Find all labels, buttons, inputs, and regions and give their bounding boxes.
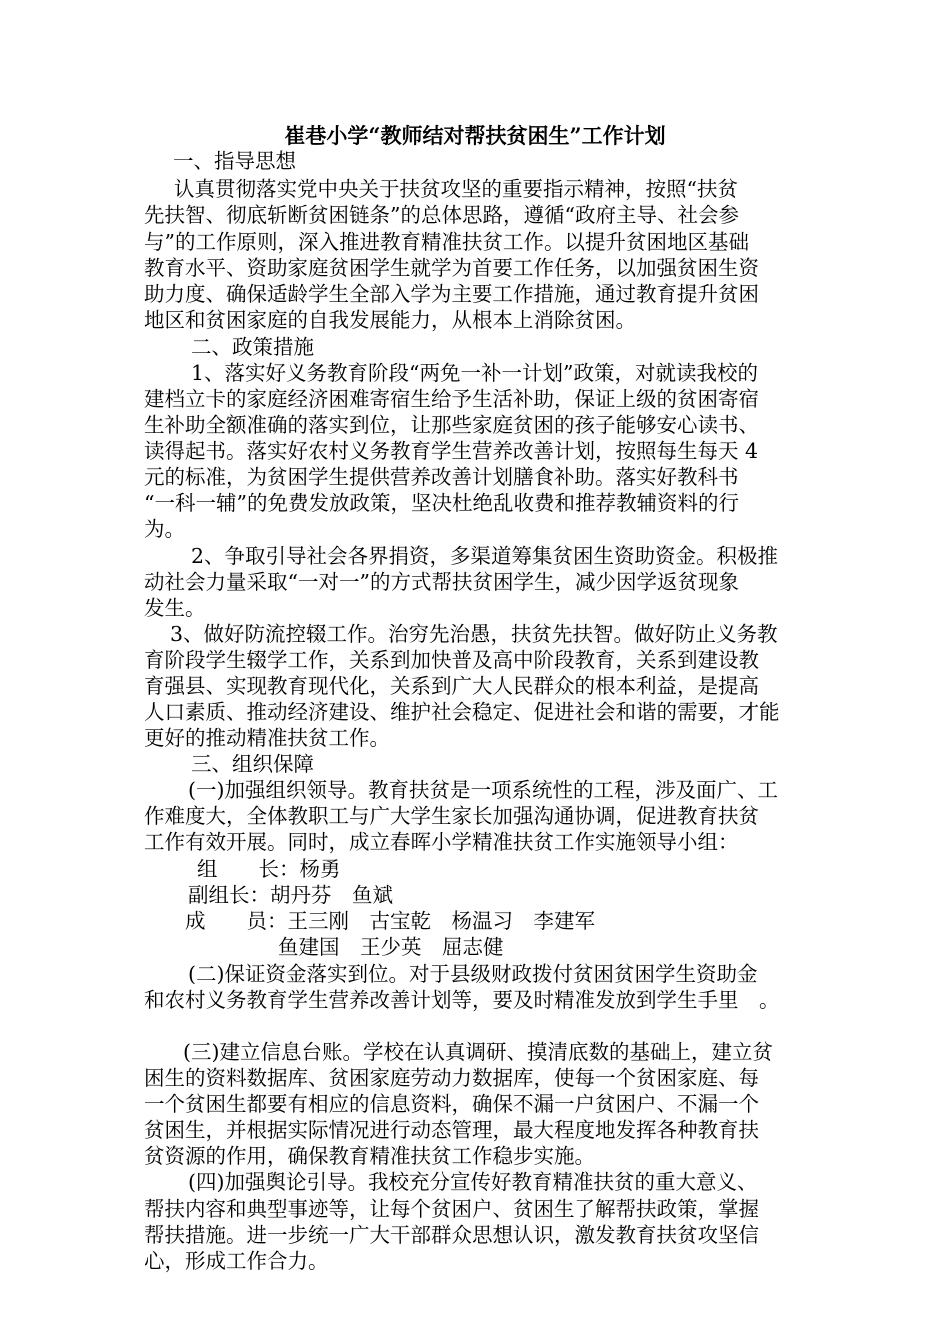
text-line: 成 员：王三刚 古宝乾 杨温习 李建军 [185, 909, 595, 933]
text-line: 困生的资料数据库、贫困家庭劳动力数据库，使每一个贫困家庭、每 [144, 1066, 759, 1090]
text-line: 认真贯彻落实党中央关于扶贫攻坚的重要指示精神，按照“扶贫 [174, 177, 738, 201]
text-line: 工作有效开展。同时，成立春晖小学精准扶贫工作实施领导小组： [144, 830, 739, 854]
text-line: (四)加强舆论引导。我校充分宣传好教育精准扶贫的重大意义、 [188, 1170, 758, 1194]
text-line: 生补助全额准确的落实到位，让那些家庭贫困的孩子能够安心读书、 [144, 413, 759, 437]
text-line: (一)加强组织领导。教育扶贫是一项系统性的工程，涉及面广、工 [188, 778, 778, 802]
text-line: 读得起书。落实好农村义务教育学生营养改善计划，按照每生每天 4 [144, 439, 759, 463]
text-line: 地区和贫困家庭的自我发展能力，从根本上消除贫困。 [144, 308, 636, 332]
text-line: 助力度、确保适龄学生全部入学为主要工作措施，通过教育提升贫困 [144, 282, 759, 306]
text-line: 鱼建国 王少英 屈志健 [278, 935, 504, 959]
text-line: 育强县、实现教育现代化，关系到广大人民群众的根本利益，是提高 [144, 674, 759, 698]
text-line: 心，形成工作合力。 [144, 1249, 329, 1273]
document-title: 崔巷小学“教师结对帮扶贫困生”工作计划 [284, 123, 666, 148]
text-line: 帮扶措施。进一步统一广大干部群众思想认识，激发教育扶贫攻坚信 [144, 1223, 759, 1247]
text-line: “一科一辅”的免费发放政策，坚决杜绝乱收费和推荐教辅资料的行 [144, 491, 739, 515]
text-line: 为。 [144, 517, 185, 541]
text-line: 贫资源的作用，确保教育精准扶贫工作稳步实施。 [144, 1144, 595, 1168]
text-line: 元的标准，为贫困学生提供营养改善计划膳食补助。落实好教科书 [144, 465, 739, 489]
text-line: 二、政策措施 [191, 335, 314, 359]
text-line: 与”的工作原则，深入推进教育精准扶贫工作。以提升贫困地区基础 [144, 230, 749, 254]
text-line: 发生。 [144, 596, 206, 620]
text-line: 一、指导思想 [173, 149, 296, 173]
text-line: 教育水平、资助家庭贫困学生就学为首要工作任务，以加强贫困生资 [144, 256, 759, 280]
text-line: 副组长：胡丹芬 鱼斌 [188, 883, 393, 907]
text-line: 更好的推动精准扶贫工作。 [144, 726, 390, 750]
text-line: 一个贫困生都要有相应的信息资料，确保不漏一户贫困户、不漏一个 [144, 1092, 759, 1116]
text-line: 育阶段学生辍学工作，关系到加快普及高中阶段教育，关系到建设教 [144, 648, 759, 672]
text-line: 三、组织保障 [191, 752, 314, 776]
text-line: 建档立卡的家庭经济困难寄宿生给予生活补助，保证上级的贫困寄宿 [144, 387, 759, 411]
text-line: 人口素质、推动经济建设、维护社会稳定、促进社会和谐的需要，才能 [144, 700, 780, 724]
text-line: 动社会力量采取“一对一”的方式帮扶贫困学生，减少因学返贫现象 [144, 570, 739, 594]
text-line: (三)建立信息台账。学校在认真调研、摸清底数的基础上，建立贫 [183, 1040, 773, 1064]
text-line: 3、做好防流控辍工作。治穷先治愚，扶贫先扶智。做好防止义务教 [170, 622, 778, 646]
text-line: 2、争取引导社会各界捐资，多渠道筹集贫困生资助资金。积极推 [191, 544, 779, 568]
text-line: 组 长：杨勇 [197, 857, 341, 881]
text-line: 贫困生，并根据实际情况进行动态管理，最大程度地发挥各种教育扶 [144, 1118, 759, 1142]
text-line: (二)保证资金落实到位。对于县级财政拨付贫困贫困学生资助金 [188, 962, 758, 986]
text-line: 作难度大，全体教职工与广大学生家长加强沟通协调，促进教育扶贫 [144, 804, 759, 828]
text-line: 和农村义务教育学生营养改善计划等，要及时精准发放到学生手里 。 [144, 988, 780, 1012]
text-line: 先扶智、彻底斩断贫困链条”的总体思路，遵循“政府主导、社会参 [144, 203, 739, 227]
text-line: 帮扶内容和典型事迹等，让每个贫困户、贫困生了解帮扶政策，掌握 [144, 1197, 759, 1221]
text-line: 1、落实好义务教育阶段“两免一补一计划”政策，对就读我校的 [191, 361, 759, 385]
